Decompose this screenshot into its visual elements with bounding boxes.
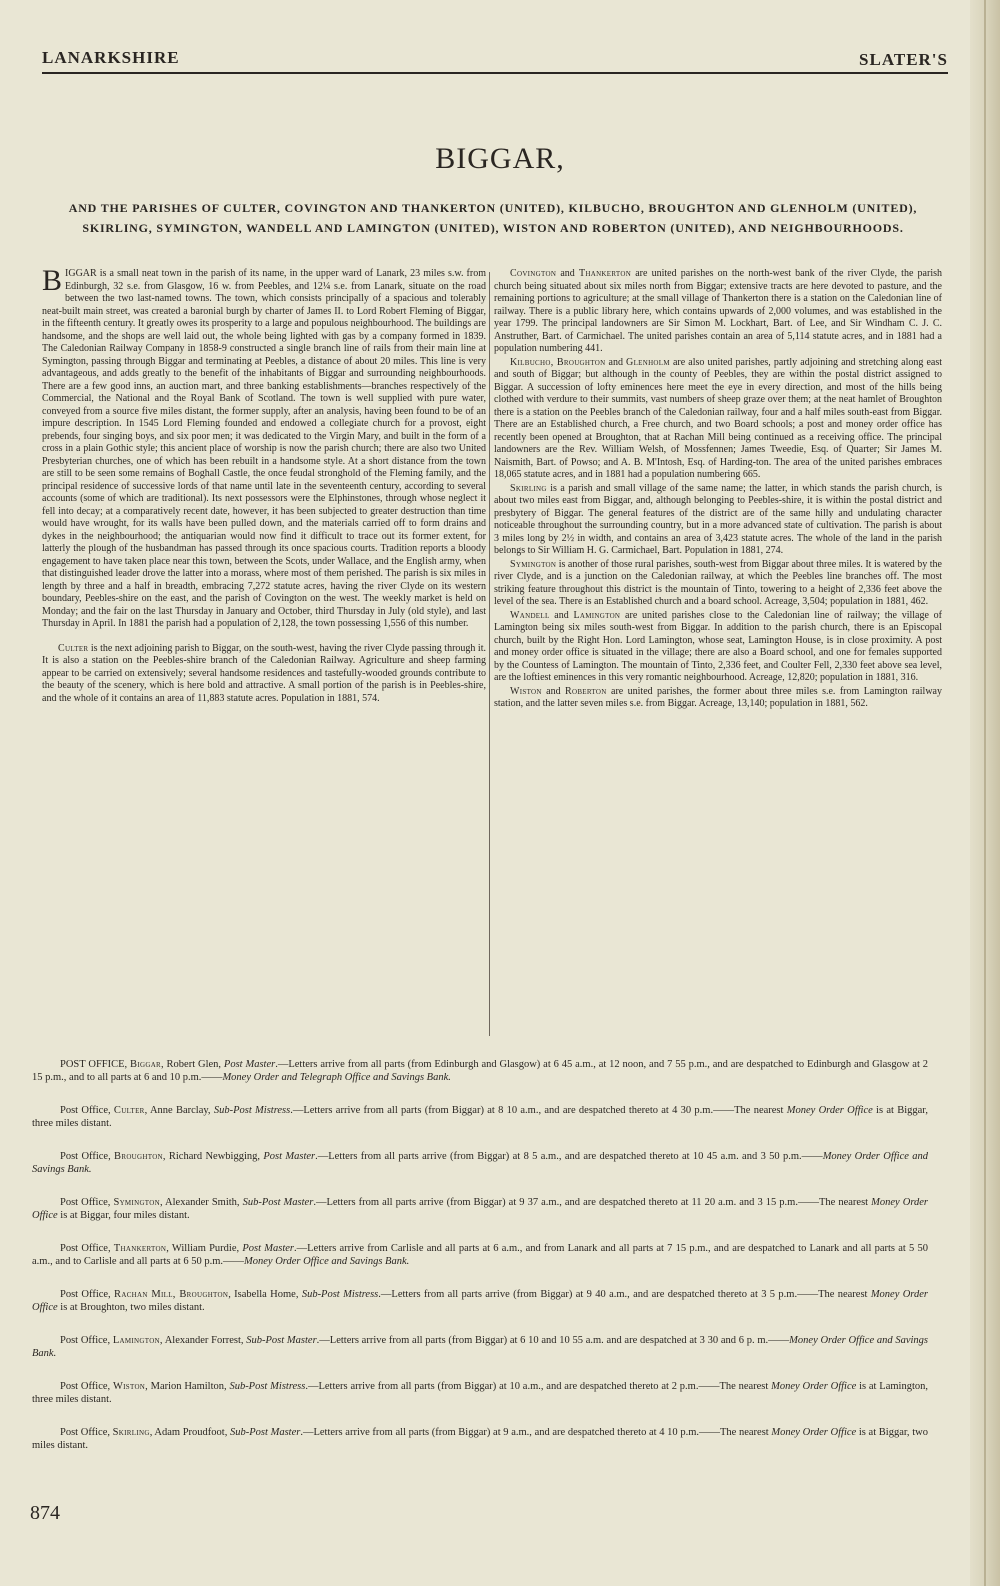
po-after: is at Lamington, three miles distant. xyxy=(32,1381,928,1405)
wiston-paragraph xyxy=(494,686,942,711)
kilbucho-paragraph xyxy=(494,357,942,482)
po-tail: Money Order Office xyxy=(771,1427,857,1438)
po-role: Sub-Post Mistress xyxy=(301,1289,379,1300)
po-role: Post Master xyxy=(263,1151,316,1162)
po-person: , Alexander Forrest, xyxy=(159,1335,247,1346)
po-place: Thankerton xyxy=(113,1243,167,1254)
po-tail: Money Order Office and Savings Bank. xyxy=(32,1151,928,1175)
po-role: Sub-Post Mistress xyxy=(213,1105,291,1116)
skirling-lead: Skirling xyxy=(510,482,547,494)
po-role: Sub-Post Master xyxy=(230,1427,301,1438)
post-office-entry xyxy=(32,1426,928,1452)
culter-text: is the next adjoining parish to Biggar, on the south-west, having the river Clyde passing through it. It is also a station on the Peebles-shire branch of the Caledonian Railway. Agriculture and sheep farming appear to be carried on extensively; several handsome residences and tastefully-wooded grounds contribute to the beauty of the scenery, which is here bold and attractive. A small portion of the parish is in Peebles-shire, and the whole of it contains an area of 11,883 statute acres. Population in 1881, 574. xyxy=(42,642,486,704)
po-person: , Marion Hamilton, xyxy=(145,1381,230,1392)
po-role: Sub-Post Mistress xyxy=(229,1381,306,1392)
po-person: , Richard Newbigging, xyxy=(162,1151,264,1162)
po-place: Wiston xyxy=(112,1381,146,1392)
post-office-entry xyxy=(32,1334,928,1360)
po-body: .—Letters arrive from all parts (from Biggar) at 6 10 and 10 55 a.m. and are despatched at 3 30 and 6 p. m.—— xyxy=(316,1335,790,1346)
post-office-entry xyxy=(32,1150,928,1176)
po-tail: Money Order Office xyxy=(32,1289,928,1313)
wiston-lead: Wiston xyxy=(510,685,542,697)
po-place: Skirling xyxy=(112,1427,150,1438)
symington-paragraph xyxy=(494,559,942,609)
biggar-text: IGGAR is a small neat town in the parish of its name, in the upper ward of Lanark, 23 miles s.w. from Edinburgh, 32 s.e. from Glasgow, 16 w. from Peebles, and 12¼ s.e. from Lanark, situate on the road between the two last-named towns. The town, which consists principally of a spacious and tolerably neat-built main street, was created a baronial burgh by charter of James II. to Lord Robert Fleming of Biggar, in the fifteenth century. It greatly owes its prosperity to a large and populous neighbourhood. The buildings are handsome, and the shops are well laid out, the whole being lighted with gas by a company formed in 1839. The Caledonian Railway Company in 1858-9 constructed a single branch line of rails from their main line at Symington, passing through Biggar and terminating at Peebles, a distance of about 20 miles. This line is very advantageous, and adds greatly to the benefit of the inhabitants of Biggar and surrounding neighbourhoods. There are a few good inns, an auction mart, and three banking establishments—branches respectively of the Commercial, the National and the Royal Bank of Scotland. The town is well supplied with pure water, conveyed from a source five miles distant, the former supply, after an analysis, having been found to be of an impure description. In 1545 Lord Fleming founded and endowed a collegiate church for a provost, eight prebends, four singing boys, and six poor men; it was dedicated to the Virgin Mary, and built in the form of a cross in a plain Gothic style; this ancient place of worship is now the parish church; there are also two United Presbyterian churches, one of which has been rebuilt in a handsome style. At a short distance from the town are still to be seen some remains of Boghall Castle, the once feudal stronghold of the Fleming family, and the principal residence of successive lords of that name until late in the seventeenth century, according to several accounts (some of which are traditional). Its next possessors were the Elphinstones, through whose neglect it fell into decay; at a comparatively recent date, however, it has been subjected to greater destruction than time would have wrought, for its walls have been pulled down, and the materials carried off to form drains and dykes in the neighbourhood; the antiquarian would now find it difficult to trace out its former extent, for latterly the plough of the husbandman has passed through its once spacious courts. Tradition reports a bloody engagement to have taken place near this town, between the Scots, under Wallace, and the English army, when that distinguished leader drove the latter into a morass, where most of them perished. The parish is six miles in length by three and a half in breadth, embracing 7,272 statute acres, having the river Clyde on its western boundary, Peebles-shire on the east, and the parish of Covington on the west. The weekly market is held on Monday; and the fair on the last Thursday in January and October, third Thursday in July (old style), and last Thursday in April. In 1881 the parish had a population of 2,128, the town possessing 1,556 of this number. xyxy=(42,268,486,629)
wiston-and: and xyxy=(541,685,566,697)
po-person: , Robert Glen, xyxy=(161,1059,224,1070)
po-place: Lamington xyxy=(112,1335,160,1346)
po-lead: Post Office, xyxy=(60,1151,115,1162)
right-column xyxy=(494,268,942,712)
po-body: .—Letters arrive from all parts (from Biggar) at 10 a.m., and are despatched thereto at 2 p.m.——The nearest xyxy=(305,1381,772,1392)
po-person: , Adam Proudfoot, xyxy=(149,1427,231,1438)
kilbucho-text: are also united parishes, partly adjoining and stretching along east and south of Biggar; but although in the county of Peebles, they are within the postal district assigned to Biggar. A succession of lofty eminences here meet the eye in every direction, and most of the hills being clothed with verdure to their summits, vast numbers of sheep graze over them; at the neat hamlet of Broughton there is a station on the Peebles branch of the Caledonian railway, four and a half miles south-east from Biggar. There are an Established church, a Free church, and two Board schools; a post and money order office has recently been opened at Broughton, that at Rachan Mill being continued as a receiving office. The principal landowners are the Rev. William Welsh, of Mossfennen; James Tweedie, Esq. of Quarter; Sir James M. Naismith, Bart. of Powso; and A. B. M'Intosh, Esq. of Harding-ton. The area of the united parishes embraces 18,065 statute acres, and in 1881 had a population numbering 665. xyxy=(494,356,942,480)
po-tail: Money Order Office xyxy=(771,1381,857,1392)
skirling-paragraph xyxy=(494,483,942,558)
running-head-county: LANARKSHIRE xyxy=(42,48,180,67)
running-head xyxy=(42,48,948,70)
wiston-text: are united parishes, the former about three miles s.e. from Lamington railway station, and the latter seven miles s.e. from Biggar. Acreage, 13,140; population in 1881, 562. xyxy=(494,685,942,709)
symington-lead: Symington xyxy=(510,558,557,570)
po-lead: Post Office, xyxy=(60,1243,114,1254)
po-tail: Money Order Office xyxy=(32,1197,929,1221)
po-person: , Alexander Smith, xyxy=(159,1197,243,1208)
po-after: is at Broughton, two miles distant. xyxy=(57,1302,205,1313)
po-role: Sub-Post Master xyxy=(246,1335,317,1346)
po-after: is at Biggar, four miles distant. xyxy=(57,1210,190,1221)
wandell-paragraph xyxy=(494,610,942,685)
post-office-entry xyxy=(32,1058,928,1084)
po-role: Post Master xyxy=(242,1243,294,1254)
book-spine xyxy=(970,0,1000,1586)
po-person: , Anne Barclay, xyxy=(144,1105,214,1116)
biggar-paragraph xyxy=(42,264,486,631)
symington-text: is another of those rural parishes, south-west from Biggar about three miles. It is watered by the river Clyde, and is a junction on the Caledonian railway, at which the Peebles line branches off. The most striking feature throughout this district is the mountain of Tinto, towering to a height of 2,336 feet above the level of the sea. There is an Established church and a board school. Acreage, 3,504; population in 1881, 462. xyxy=(494,558,942,607)
po-lead: Post Office, xyxy=(60,1427,113,1438)
post-office-entry xyxy=(32,1380,928,1406)
post-office-entry xyxy=(32,1196,928,1222)
po-body: .—Letters from all parts arrive (from Biggar) at 9 37 a.m., and are despatched thereto at 11 20 a.m. and 3 15 p.m.——The nearest xyxy=(313,1197,872,1208)
covington-and: and xyxy=(556,268,579,279)
po-tail: Money Order Office and Savings Bank. xyxy=(244,1256,410,1267)
po-role: Post Master xyxy=(223,1059,276,1070)
post-office-entry xyxy=(32,1288,928,1314)
spine-edge xyxy=(984,0,986,1586)
wandell-lead: Wandell xyxy=(510,609,550,621)
po-body: .—Letters arrive from all parts (from Biggar) at 9 a.m., and are despatched thereto at 4 10 p.m.——The nearest xyxy=(300,1427,772,1438)
wandell-and: and xyxy=(549,609,574,621)
drop-cap: B xyxy=(42,264,63,297)
po-body: .—Letters from all parts arrive (from Biggar) at 9 40 a.m., and are despatched thereto at 3 5 p.m.——The nearest xyxy=(378,1289,871,1300)
po-person: , William Purdie, xyxy=(166,1243,243,1254)
po-place: Biggar xyxy=(130,1059,162,1070)
po-lead: Post Office, xyxy=(60,1289,115,1300)
left-column xyxy=(42,264,486,706)
po-body: .—Letters arrive from Carlisle and all parts at 6 a.m., and from Lanark and all parts at 7 15 p.m., and are despatched to Lanark and all parts at 5 50 a.m., and to Carlisle and all parts at 6 50 p.m.—— xyxy=(32,1243,929,1267)
page-subtitle: AND THE PARISHES OF CULTER, COVINGTON AND THANKERTON (UNITED), KILBUCHO, BROUGHTON AND GLENHOLM (UNITED), SKIRLING, SYMINGTON, WANDELL AND LAMINGTON (UNITED), WISTON AND ROBERTON (UNITED), AND NEIGHBOURHOODS. xyxy=(68,201,918,235)
page-number: 874 xyxy=(30,1502,60,1524)
culter-lead: Culter xyxy=(58,642,89,654)
po-role: Sub-Post Master xyxy=(242,1197,314,1208)
po-place: Rachan Mill, Broughton xyxy=(114,1289,229,1300)
po-person: , Isabella Home, xyxy=(228,1289,302,1300)
po-body: .—Letters arrive from all parts (from Biggar) at 8 10 a.m., and are despatched thereto at 4 30 p.m.——The nearest xyxy=(290,1105,787,1116)
header-rule xyxy=(42,72,948,74)
po-lead: Post Office, xyxy=(60,1335,113,1346)
skirling-text: is a parish and small village of the same name; the latter, in which stands the parish church, is about two miles east from Biggar, and, although belonging to Peebles-shire, it is within the postal district and presbytery of Biggar. The general features of the district are of the same hilly and undulating character noticeable throughout the surrounding country, but in a more advanced state of cultivation. The parish is about 3 miles long by 2½ in width, and contains an area of 3,423 statute acres. The whole of the land in the parish belongs to Sir William H. G. Carmichael, Bart. Population in 1881, 274. xyxy=(494,482,942,556)
kilbucho-lead: Kilbucho, Broughton xyxy=(510,356,606,368)
po-place: Broughton xyxy=(114,1151,163,1162)
covington-text: are united parishes on the north-west bank of the river Clyde, the parish church being situated about six miles north from Biggar; extensive tracts are here devoted to pasture, and the remaining portions to agriculture; at the small village of Thankerton there is a station on the Caledonian line of railway. There is a public library here, which contains upwards of 2,000 volumes, and was established in the year 1799. The principal landowners are Sir Simon M. Lockhart, Bart. of Lee, and Sir Windham C. J. C. Anstruther, Bart. of Carmichael. The united parishes contain an area of 5,114 statute acres, and in 1881 had a population numbering 441. xyxy=(494,268,942,354)
thankerton-lead: Thankerton xyxy=(578,268,632,279)
wandell-text: are united parishes close to the Caledonian line of railway; the village of Lamington being six miles south-west from Biggar. In addition to the parish church, there is an Episcopal church, built by the Right Hon. Lord Lamington, whose seat, Lamington House, is in close proximity. A post and money order office is situated in the village; there are also a Board school, and one for females supported by the Countess of Lamington. The mountain of Tinto, 2,336 feet, and Coulter Fell, 2,330 feet above sea level, are the loftiest eminences in this very romantic neighbourhood. Acreage, 12,820; population in 1881, 316. xyxy=(494,609,942,683)
post-office-entry xyxy=(32,1104,928,1130)
culter-paragraph xyxy=(42,643,486,706)
po-body: .—Letters from all parts arrive (from Biggar) at 8 5 a.m., and are despatched thereto at 10 45 a.m. and 3 50 p.m.—— xyxy=(315,1151,823,1162)
glenholm-lead: Glenholm xyxy=(626,356,670,368)
po-tail: Money Order Office xyxy=(786,1105,873,1116)
po-place: Symington xyxy=(113,1197,160,1208)
po-lead: Post Office, xyxy=(60,1197,114,1208)
post-office-list xyxy=(32,1058,928,1472)
covington-paragraph xyxy=(494,268,942,356)
po-after: is at Biggar, three miles distant. xyxy=(32,1105,928,1129)
running-head-publisher: SLATER'S xyxy=(859,50,948,69)
po-body: .—Letters arrive from all parts (from Edinburgh and Glasgow) at 6 45 a.m., at 12 noon, and 7 55 p.m., and are despatched to Edinburgh and Glasgow at 2 15 p.m., and to all parts at 6 and 10 p.m.—— xyxy=(32,1059,928,1083)
roberton-lead: Roberton xyxy=(565,685,607,697)
po-tail: Money Order and Telegraph Office and Savings Bank. xyxy=(222,1072,451,1083)
po-tail: Money Order Office and Savings Bank. xyxy=(32,1335,928,1359)
post-office-entry xyxy=(32,1242,928,1268)
kilbucho-and: and xyxy=(605,356,627,368)
po-lead: Post Office, xyxy=(60,1381,113,1392)
covington-lead: Covington xyxy=(510,268,557,279)
page-title: BIGGAR, xyxy=(435,142,565,175)
column-rule xyxy=(489,272,490,1036)
po-lead: Post Office, xyxy=(60,1105,114,1116)
lamington-lead: Lamington xyxy=(573,609,621,621)
po-after: is at Biggar, two miles distant. xyxy=(32,1427,928,1451)
po-lead: POST OFFICE, xyxy=(60,1059,131,1070)
po-place: Culter xyxy=(113,1105,145,1116)
